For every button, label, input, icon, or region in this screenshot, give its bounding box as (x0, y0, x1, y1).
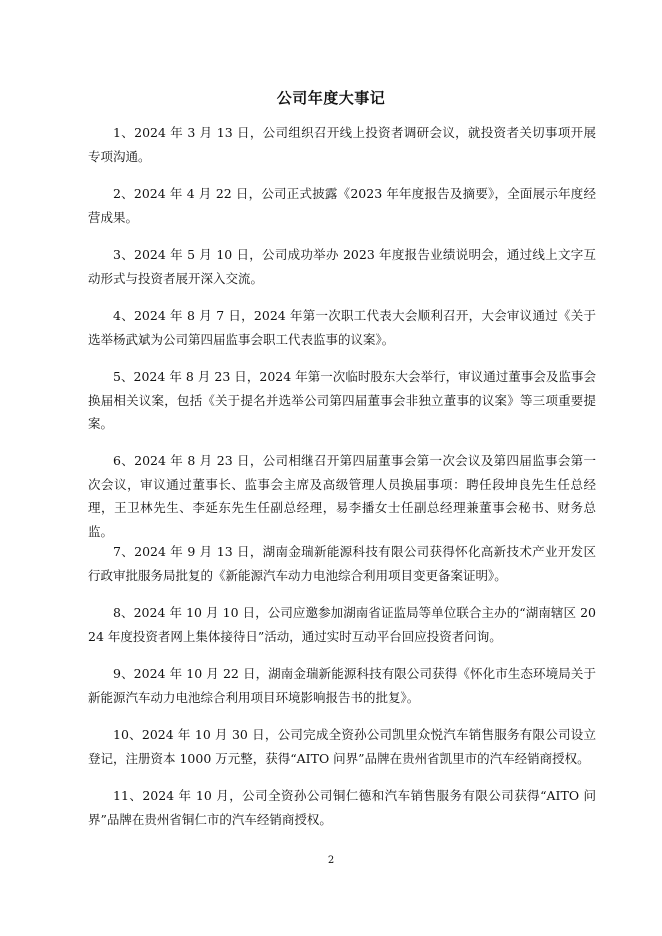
event-item-10: 10、2024 年 10 月 30 日，公司完成全资孙公司凯里众悦汽车销售服务有限公司设立登记，注册资本 1000 万元整，获得“AITO 问界”品牌在贵州省凯里市的汽车经销商授权。 (88, 727, 596, 766)
event-item-2: 2、2024 年 4 月 22 日，公司正式披露《2023 年年度报告及摘要》，全面展示年度经营成果。 (88, 186, 596, 225)
event-item-3: 3、2024 年 5 月 10 日，公司成功举办 2023 年度报告业绩说明会，通过线上文字互动形式与投资者展开深入交流。 (88, 247, 596, 286)
event-item-1: 1、2024 年 3 月 13 日，公司组织召开线上投资者调研会议，就投资者关切事项开展专项沟通。 (88, 125, 596, 164)
event-item-7: 7、2024 年 9 月 13 日，湖南金瑞新能源科技有限公司获得怀化高新技术产业开发区行政审批服务局批复的《新能源汽车动力电池综合利用项目变更备案证明》。 (88, 544, 596, 583)
event-item-4: 4、2024 年 8 月 7 日，2024 年第一次职工代表大会顺利召开，大会审议通过《关于选举杨武斌为公司第四届监事会职工代表监事的议案》。 (88, 308, 596, 347)
event-item-6: 6、2024 年 8 月 23 日，公司相继召开第四届董事会第一次会议及第四届监事会第一次会议，审议通过董事长、监事会主席及高级管理人员换届事项：聘任段坤良先生任总经理，王卫林先生、李延东先生任副总经理，易李播女士任副总经理兼董事会秘书、财务总监。 (88, 453, 596, 539)
event-item-8: 8、2024 年 10 月 10 日，公司应邀参加湖南省证监局等单位联合主办的“湖南辖区 2024 年度投资者网上集体接待日”活动，通过实时互动平台回应投资者问询。 (88, 605, 596, 644)
event-item-9: 9、2024 年 10 月 22 日，湖南金瑞新能源科技有限公司获得《怀化市生态环境局关于新能源汽车动力电池综合利用项目环境影响报告书的批复》。 (88, 666, 596, 705)
page-title: 公司年度大事记 (276, 89, 386, 107)
event-item-5: 5、2024 年 8 月 23 日，2024 年第一次临时股东大会举行，审议通过董事会及监事会换届相关议案，包括《关于提名并选举公司第四届董事会非独立董事的议案》等三项重要提案。 (88, 369, 596, 431)
event-item-11: 11、2024 年 10 月，公司全资孙公司铜仁德和汽车销售服务有限公司获得“AITO 问界”品牌在贵州省铜仁市的汽车经销商授权。 (88, 788, 596, 827)
page-number: 2 (327, 855, 335, 866)
